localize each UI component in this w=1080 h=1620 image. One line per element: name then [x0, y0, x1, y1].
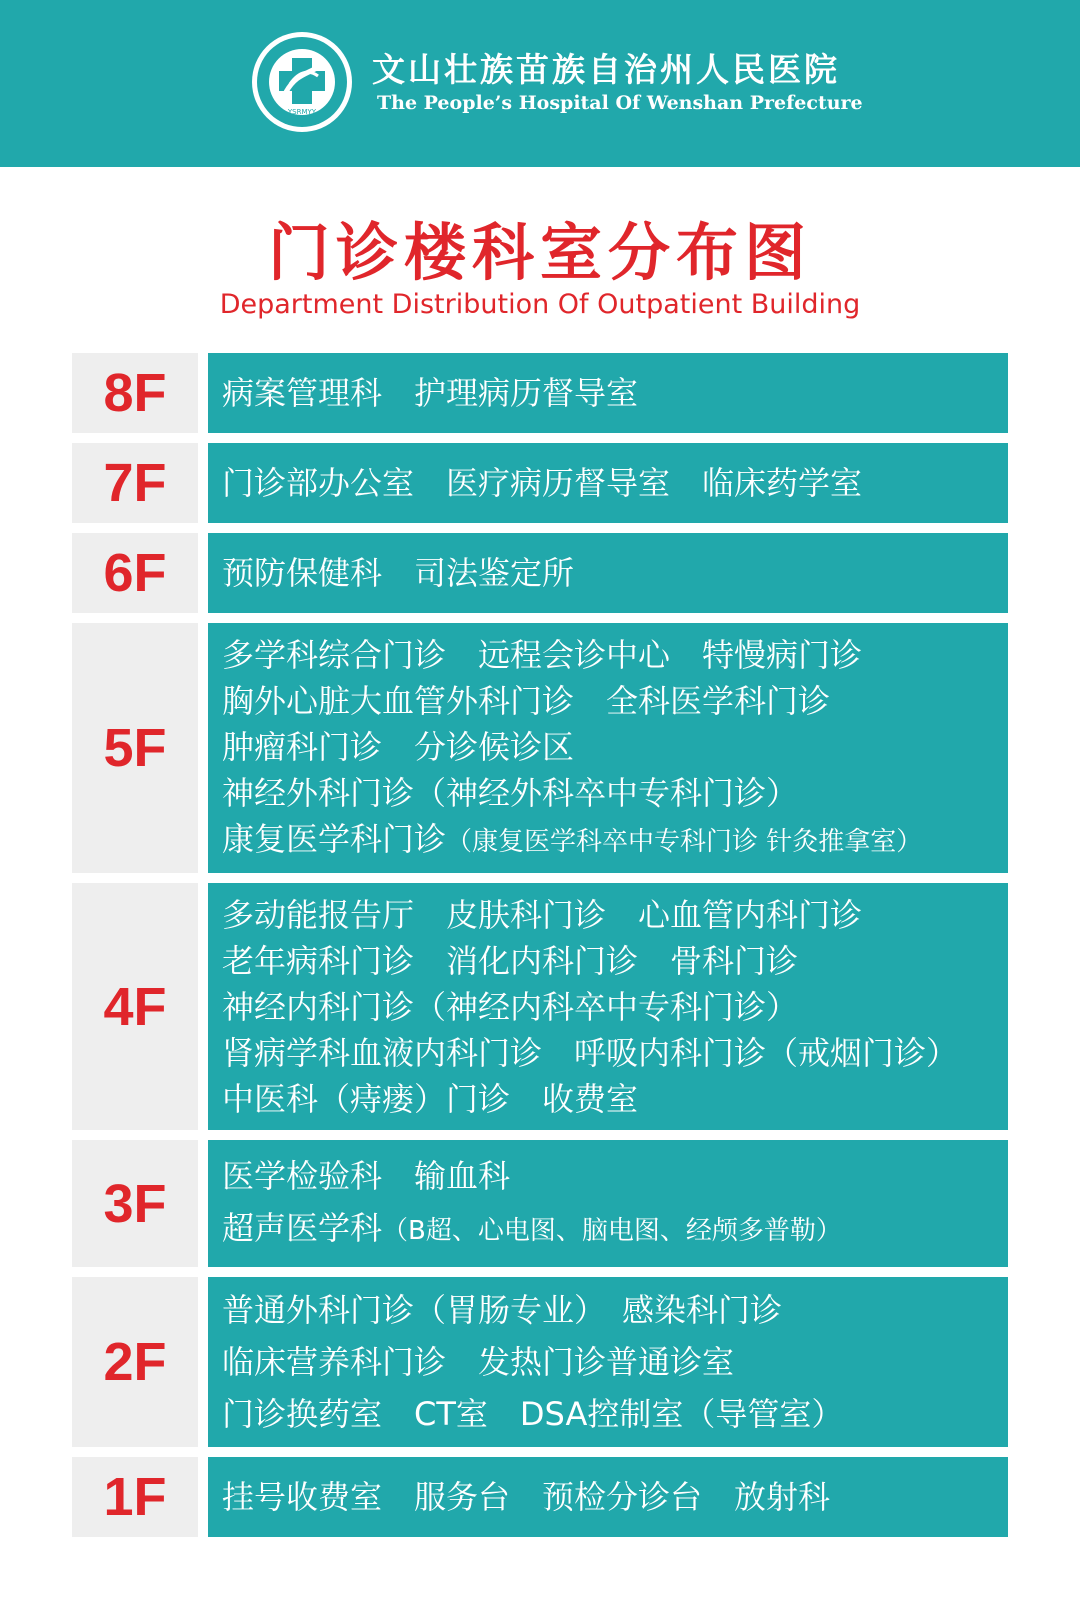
page-title: 门诊楼科室分布图 [267, 216, 812, 289]
department-line: 胸外心脏大血管外科门诊 全科医学科门诊 [222, 681, 831, 720]
floor-row-1f [72, 1457, 1008, 1537]
floor-row-3f [72, 1140, 1008, 1267]
hospital-name-cn: 文山壮族苗族自治州人民医院 [372, 50, 840, 89]
floor-departments [208, 1457, 1008, 1537]
department-line: 中医科（痔瘘）门诊 收费室 [222, 1079, 639, 1118]
floor-departments [208, 623, 1008, 873]
floor-row-5f [72, 623, 1008, 873]
department-line-split [222, 1202, 1008, 1257]
department-line: 多动能报告厅 皮肤科门诊 心血管内科门诊 [222, 895, 863, 934]
floor-departments [208, 533, 1008, 613]
floor-label: 5F [72, 623, 198, 873]
department-line: 挂号收费室 服务台 预检分诊台 放射科 [222, 1478, 831, 1516]
hospital-logo-icon [250, 30, 354, 134]
hospital-header [0, 0, 1080, 167]
department-line: 神经内科门诊（神经内科卒中专科门诊） [222, 987, 799, 1026]
floor-departments [208, 353, 1008, 433]
floor-label: 3F [72, 1140, 198, 1267]
hospital-name-en: The People’s Hospital Of Wenshan Prefecture [377, 92, 863, 114]
floor-label: 8F [72, 353, 198, 433]
department-line: 肾病学科血液内科门诊 呼吸内科门诊（戒烟门诊） [222, 1033, 959, 1072]
department-line: 普通外科门诊（胃肠专业） 感染科门诊 [222, 1291, 783, 1329]
department-line: 肿瘤科门诊 分诊候诊区 [222, 727, 575, 766]
department-line: 医学检验科 输血科 [222, 1157, 511, 1195]
floor-label: 2F [72, 1277, 198, 1447]
department-line-note: （康复医学科卒中专科门诊 针灸推拿室） [446, 826, 923, 857]
department-line: 康复医学科门诊 [222, 819, 447, 858]
department-line: 病案管理科 护理病历督导室 [222, 374, 639, 412]
floor-departments [208, 443, 1008, 523]
department-line-note: （B超、心电图、脑电图、经颅多普勒） [382, 1216, 842, 1246]
department-line: 神经外科门诊（神经外科卒中专科门诊） [222, 773, 799, 812]
department-line: 临床营养科门诊 发热门诊普通诊室 [222, 1343, 735, 1381]
floor-row-7f [72, 443, 1008, 523]
department-line-split [222, 816, 1008, 865]
floor-row-2f [72, 1277, 1008, 1447]
floor-row-6f [72, 533, 1008, 613]
department-line: 老年病科门诊 消化内科门诊 骨科门诊 [222, 941, 799, 980]
page-subtitle: Department Distribution Of Outpatient Building [219, 289, 861, 320]
department-line: 预防保健科 司法鉴定所 [222, 554, 575, 592]
department-line: 门诊部办公室 医疗病历督导室 临床药学室 [222, 464, 863, 502]
floor-label: 6F [72, 533, 198, 613]
floor-row-8f [72, 353, 1008, 433]
floor-departments [208, 1140, 1008, 1267]
floor-departments [208, 883, 1008, 1130]
department-line: 多学科综合门诊 远程会诊中心 特慢病门诊 [222, 635, 863, 674]
svg-text:YSRMYY: YSRMYY [287, 108, 317, 116]
floor-label: 4F [72, 883, 198, 1130]
floor-label: 7F [72, 443, 198, 523]
department-line: 门诊换药室 CT室 DSA控制室（导管室） [222, 1395, 844, 1433]
department-line: 超声医学科 [222, 1209, 383, 1247]
floor-label: 1F [72, 1457, 198, 1537]
floor-departments [208, 1277, 1008, 1447]
floor-row-4f [72, 883, 1008, 1130]
